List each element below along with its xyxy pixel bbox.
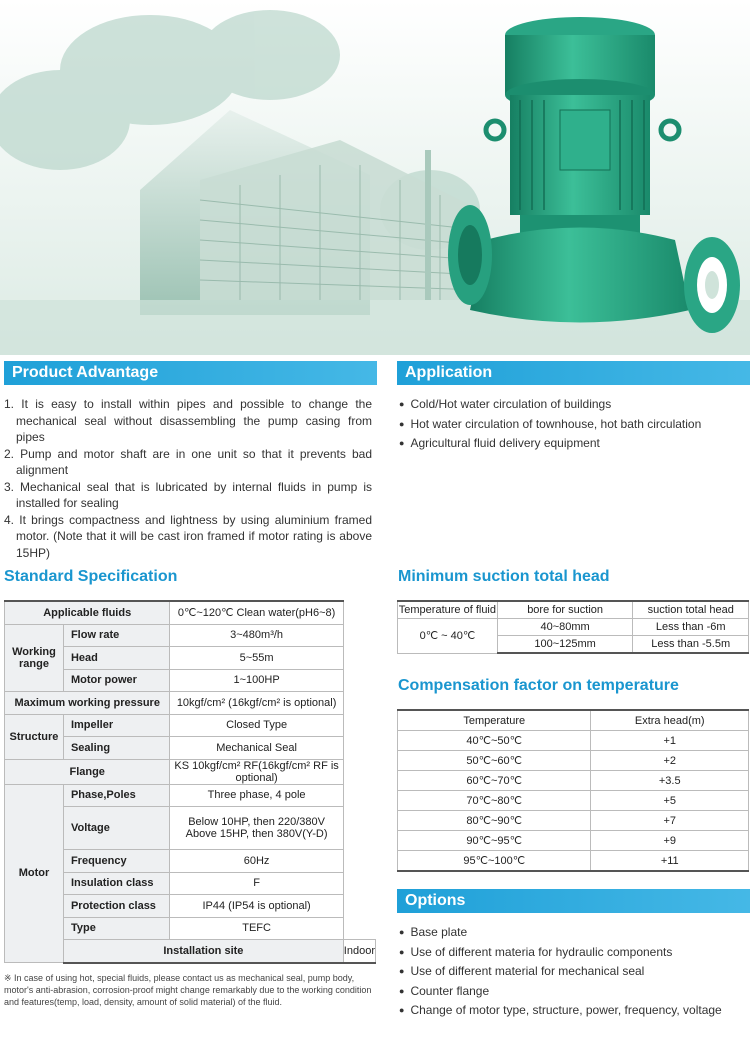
- table-cell: 100~125mm: [497, 636, 633, 654]
- table-cell: Less than -5.5m: [633, 636, 749, 654]
- table-row: [398, 771, 749, 791]
- spec-group-label: Structure: [5, 714, 64, 759]
- list-item: ● Hot water circulation of townhouse, hot bath circulation: [397, 415, 747, 435]
- table-cell: +5: [591, 791, 749, 811]
- spec-group-label: Motor: [5, 784, 64, 963]
- product-advantage-title: Product Advantage: [12, 364, 159, 381]
- table-row: [5, 714, 376, 737]
- table-cell: 40~80mm: [497, 619, 633, 636]
- spec-label: Phase,Poles: [63, 784, 169, 807]
- spec-value: Closed Type: [170, 714, 343, 737]
- column-header: Temperature of fluid: [398, 601, 498, 619]
- table-row: [398, 851, 749, 872]
- table-cell: +2: [591, 751, 749, 771]
- compensation-title: Compensation factor on temperature: [398, 677, 679, 694]
- spec-label: Voltage: [63, 807, 169, 850]
- compensation-table: [397, 709, 749, 872]
- spec-label: Insulation class: [63, 872, 169, 895]
- table-cell: 40℃~50℃: [398, 731, 591, 751]
- table-cell: +3.5: [591, 771, 749, 791]
- spec-value: IP44 (IP54 is optional): [170, 895, 343, 918]
- table-row: [398, 751, 749, 771]
- list-item: ● Counter flange: [397, 982, 747, 1002]
- table-cell: +7: [591, 811, 749, 831]
- application-header: [397, 361, 750, 385]
- spec-label: Head: [63, 647, 169, 670]
- list-item: 3. Mechanical seal that is lubricated by internal fluids in pump is installed for sealing: [4, 479, 372, 510]
- spec-value: TEFC: [170, 917, 343, 940]
- column-header: Extra head(m): [591, 710, 749, 731]
- table-cell: +1: [591, 731, 749, 751]
- table-cell: +11: [591, 851, 749, 872]
- product-advantage-list: [4, 396, 372, 561]
- table-cell: 60℃~70℃: [398, 771, 591, 791]
- table-cell: 50℃~60℃: [398, 751, 591, 771]
- table-cell: +9: [591, 831, 749, 851]
- spec-label: Installation site: [63, 940, 343, 963]
- voltage-value-2: Above 15HP, then 380V(Y-D): [185, 828, 328, 840]
- list-item: ● Agricultural fluid delivery equipment: [397, 434, 747, 454]
- spec-value: 1~100HP: [170, 669, 343, 692]
- hero-image: [0, 0, 750, 355]
- list-item: ● Base plate: [397, 923, 747, 943]
- application-title: Application: [405, 364, 493, 381]
- spec-value: KS 10kgf/cm² RF(16kgf/cm² RF is optional): [170, 759, 343, 784]
- spec-label: Type: [63, 917, 169, 940]
- spec-label: Impeller: [63, 714, 169, 737]
- column-header: bore for suction: [497, 601, 633, 619]
- standard-spec-title: Standard Specification: [4, 568, 178, 585]
- spec-label: Frequency: [63, 850, 169, 873]
- table-header-row: [398, 710, 749, 731]
- spec-label: Motor power: [63, 669, 169, 692]
- options-header: [397, 889, 750, 913]
- spec-label: Flow rate: [63, 624, 169, 647]
- column-header: Temperature: [398, 710, 591, 731]
- spec-label: Protection class: [63, 895, 169, 918]
- spec-value: 10kgf/cm² (16kgf/cm² is optional): [170, 692, 343, 715]
- hero-illustration: [0, 0, 750, 355]
- spec-label: Maximum working pressure: [5, 692, 170, 715]
- spec-value: Indoor: [343, 940, 375, 963]
- voltage-value-1: Below 10HP, then 220/380V: [188, 816, 325, 828]
- table-cell: 80℃~90℃: [398, 811, 591, 831]
- column-header: suction total head: [633, 601, 749, 619]
- spec-label: Applicable fluids: [5, 601, 170, 624]
- table-row: [398, 811, 749, 831]
- spec-label: Flange: [5, 759, 170, 784]
- list-item: ● Cold/Hot water circulation of buildings: [397, 395, 747, 415]
- spec-label: Sealing: [63, 737, 169, 760]
- list-item: 1. It is easy to install within pipes and possible to change the mechanical seal without disassembling the pump casing from pipes: [4, 397, 372, 444]
- table-row: [5, 601, 376, 624]
- table-cell: 0℃ ~ 40℃: [398, 619, 498, 654]
- suction-head-title: Minimum suction total head: [398, 568, 610, 585]
- table-row: [5, 784, 376, 807]
- table-row: [5, 692, 376, 715]
- table-cell: 90℃~95℃: [398, 831, 591, 851]
- table-row: [398, 831, 749, 851]
- spec-value: 60Hz: [170, 850, 343, 873]
- table-header-row: [398, 601, 749, 619]
- table-row: [398, 731, 749, 751]
- standard-spec-table: [4, 600, 376, 964]
- spec-group-label: Working range: [5, 624, 64, 692]
- list-item: 4. It brings compactness and lightness by using aluminium framed motor. (Note that it will be cast iron framed if motor rating is above 15HP): [4, 512, 372, 560]
- options-title: Options: [405, 892, 466, 909]
- spec-value: [170, 807, 343, 850]
- spec-value: 5~55m: [170, 647, 343, 670]
- table-row: [398, 619, 749, 636]
- product-advantage-header: [4, 361, 377, 385]
- list-item: ● Use of different material for mechanical seal: [397, 962, 747, 982]
- table-row: [5, 759, 376, 784]
- spec-value: Mechanical Seal: [170, 737, 343, 760]
- spec-value: 0℃~120℃ Clean water(pH6~8): [170, 601, 343, 624]
- list-item: ● Change of motor type, structure, power, frequency, voltage: [397, 1001, 747, 1021]
- options-list: [397, 923, 747, 1021]
- suction-head-table: [397, 600, 749, 654]
- spec-value: Three phase, 4 pole: [170, 784, 343, 807]
- table-row: [5, 624, 376, 647]
- application-list: [397, 395, 747, 454]
- table-cell: 70℃~80℃: [398, 791, 591, 811]
- spec-footnote: ※ In case of using hot, special fluids, please contact us as mechanical seal, pump body, motor's anti-abrasion, corrosion-proof might change remarkably due to the working condition and features(temp, load, density, amount of solid material) of the fluid.: [4, 973, 372, 1007]
- table-cell: Less than -6m: [633, 619, 749, 636]
- list-item: 2. Pump and motor shaft are in one unit so that it prevents bad alignment: [4, 446, 372, 477]
- table-row: [398, 791, 749, 811]
- list-item: ● Use of different materia for hydraulic components: [397, 943, 747, 963]
- spec-value: F: [170, 872, 343, 895]
- table-cell: 95℃~100℃: [398, 851, 591, 872]
- spec-value: 3~480m³/h: [170, 624, 343, 647]
